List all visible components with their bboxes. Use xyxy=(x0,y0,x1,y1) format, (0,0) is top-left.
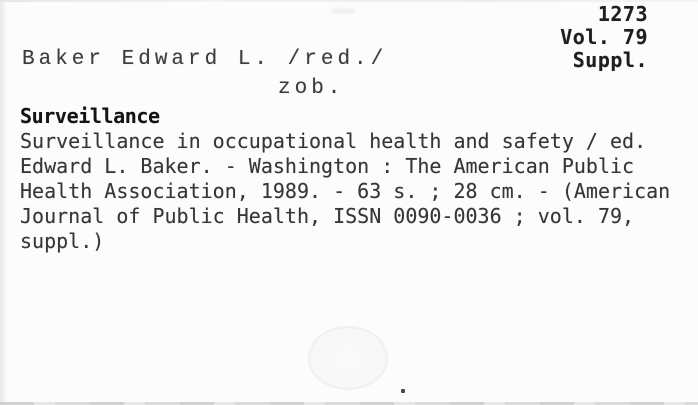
faint-stamp-mark xyxy=(308,326,388,390)
supplement-label: Suppl. xyxy=(572,48,648,72)
author-heading: Baker Edward L. /red./ xyxy=(22,48,388,71)
bibliographic-entry xyxy=(20,104,694,254)
ink-speck xyxy=(401,389,405,393)
scan-edge-top xyxy=(0,0,698,2)
description-line: Health Association, 1989. - 63 s. ; 28 cm. - (American xyxy=(20,179,671,203)
description-line: Surveillance in occupational health and safety / ed. xyxy=(20,129,647,153)
description-line: Journal of Public Health, ISSN 0090-0036 ; vol. 79, xyxy=(20,204,635,228)
scan-smudge xyxy=(330,8,356,14)
volume-label: Vol. 79 xyxy=(560,25,648,49)
scan-edge-left xyxy=(0,0,7,405)
corner-catalog-block xyxy=(560,3,648,72)
description-line: suppl.) xyxy=(20,229,105,253)
catalog-number: 1273 xyxy=(597,2,648,26)
entry-title: Surveillance xyxy=(20,104,160,128)
cross-reference-label: zob. xyxy=(278,77,345,100)
description-line: Edward L. Baker. - Washington : The American Public xyxy=(20,154,635,178)
